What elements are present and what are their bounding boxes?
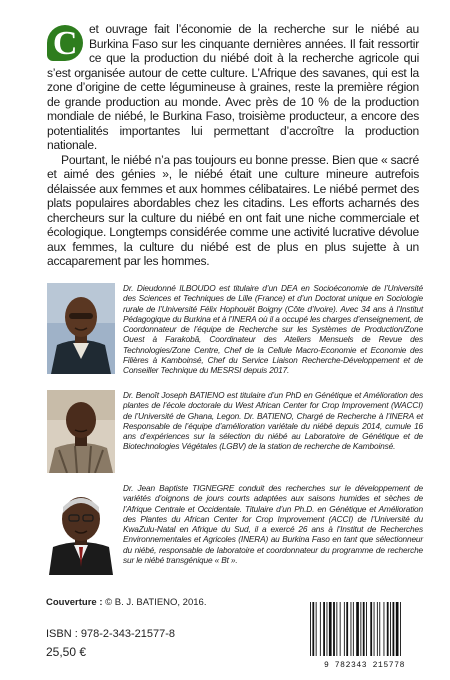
book-abstract xyxy=(47,22,419,269)
barcode-bar xyxy=(320,602,321,656)
abstract-paragraph-1 xyxy=(47,22,419,153)
author-bio-1: Dr. Dieudonné ILBOUDO est titulaire d’un DEA en Socioéconomie de l’Université des Sciences et Techniques de Lille (France) et d’un Doctorat unique en Sociologie rurale de l’Université Félix Hophouët Boigny (Côte d’Ivoire). Avec 34 ans à l’Institut Pédagogique du Burkina et à l’INERA où il a occupé les charges d’enseignement, de Coordonnateur de l’équipe de Recherche sur les Systèmes de Production/Zone Ouest à Farakobâ, Coordinateur des Ateliers Mensuels de Revue des Technologies/Zone Centre, Chef de la Cellule Macro-Economie et Economie des Filières à Kamboinsé, Chef du Service Liaison Recherche-Développement et de Conseiller Technique du MESRSI depuis 2017. xyxy=(123,283,423,376)
barcode-bar xyxy=(366,602,367,656)
author-bio-3: Dr. Jean Baptiste TIGNEGRE conduit des recherches sur le développement de variétés d’oignons de jours courts adaptées aux saisons humides et sèches de l’Afrique Centrale et Occidentale. Titulaire d’un Ph.D. en Génétique et Amélioration des Plantes du African Center for Crop Improvement (ACCI) de l’Université du KwaZulu-Natal en Afrique du Sud, il a exercé 26 ans à l’Institut de Recherches Environnementales et Agricoles (INERA) au Burkina Faso en tant que sélectionneur du niébé, responsable de laboratoire et coordonnateur du programme de recherche sur le niébé transgénique « Bt ». xyxy=(123,483,423,566)
barcode-bar xyxy=(346,602,348,656)
barcode-bar xyxy=(356,602,359,656)
barcode-bar xyxy=(316,602,317,656)
barcode-bar xyxy=(333,602,335,656)
cover-credit-value: © B. J. BATIENO, 2016. xyxy=(105,597,207,608)
cover-credit-label: Couverture : xyxy=(46,597,103,608)
isbn-barcode xyxy=(302,598,427,673)
barcode-bar xyxy=(360,602,361,656)
barcode-bar xyxy=(336,602,337,656)
barcode-bar xyxy=(387,602,389,656)
barcode-bar xyxy=(353,602,354,656)
abstract-text-1: et ouvrage fait l’économie de la recherche sur le niébé au Burkina Faso sur les cinquante dernières années. Il fait ressortir ce que la production du niébé doit à la recherche agricole qui s’est organisée autour de cette culture. L’Afrique des savanes, qui est la zone d’origine de cette légumineuse à graines, reste la première région de grande production au monde. Avec près de 10 % de la production mondiale de niébé, le Burkina Faso, troisième producteur, a encore des potentialités importantes lui permettant d’accroître la production nationale. xyxy=(47,22,419,152)
barcode-bar xyxy=(393,602,395,656)
barcode-number: 9 782343 215778 xyxy=(323,661,405,670)
barcode-bar xyxy=(377,602,378,656)
barcode-bars xyxy=(302,598,427,660)
author-photo-1 xyxy=(47,283,115,374)
barcode-bar xyxy=(312,602,314,656)
author-bio-2: Dr. Benoît Joseph BATIENO est titulaire d’un PhD en Génétique et Amélioration des plantes de l’école doctorale du West African Center for Crop Improvement (WACCI) de l’Université de Ghana, Legon. Dr. BATIENO, Chargé de Recherche à l’INERA et Responsable de l’équipe d’amélioration variétale du niébé depuis 2014, cumule 16 ans d’expériences sur la sélection du niébé au Laboratoire de Génétique et de Biotechnologies Végétales (LGBV) de la station de recherche de Kamboinsé. xyxy=(123,390,423,452)
author-photo-2 xyxy=(47,390,115,473)
cover-credit xyxy=(46,597,206,608)
barcode-bar xyxy=(329,602,332,656)
barcode-bar xyxy=(351,602,352,656)
barcode-bar xyxy=(327,602,328,656)
drop-cap-letter: C xyxy=(47,25,83,61)
isbn: ISBN : 978-2-343-21577-8 xyxy=(46,628,176,640)
barcode-bar xyxy=(344,602,345,656)
barcode-bar xyxy=(390,602,391,656)
author-photo-3 xyxy=(47,483,115,575)
barcode-bar xyxy=(370,602,372,656)
barcode-bar xyxy=(384,602,385,656)
barcode-bar xyxy=(340,602,341,656)
price: 25,50 € xyxy=(46,645,87,659)
barcode-bar xyxy=(396,602,399,656)
barcode-bar xyxy=(379,602,380,656)
barcode-bar xyxy=(323,602,325,656)
barcode-bar xyxy=(374,602,375,656)
barcode-bar xyxy=(310,602,311,656)
abstract-paragraph-2: Pourtant, le niébé n’a pas toujours eu bonne presse. Bien que « sacré et aimé des génies », le niébé était une culture mineure autrefois délaissée aux femmes et aux hommes célibataires. Le niébé permet des plats populaires abordables chez les citadins. Les efforts acharnés des chercheurs sur la culture du niébé en ont fait une niche commerciale et écologique. Longtemps considérée comme une activité lucrative dévolue aux femmes, la culture du niébé est de plus en plus sujette à un accaparement par les hommes. xyxy=(47,152,419,268)
barcode-bar xyxy=(400,602,401,656)
barcode-bar xyxy=(363,602,365,656)
